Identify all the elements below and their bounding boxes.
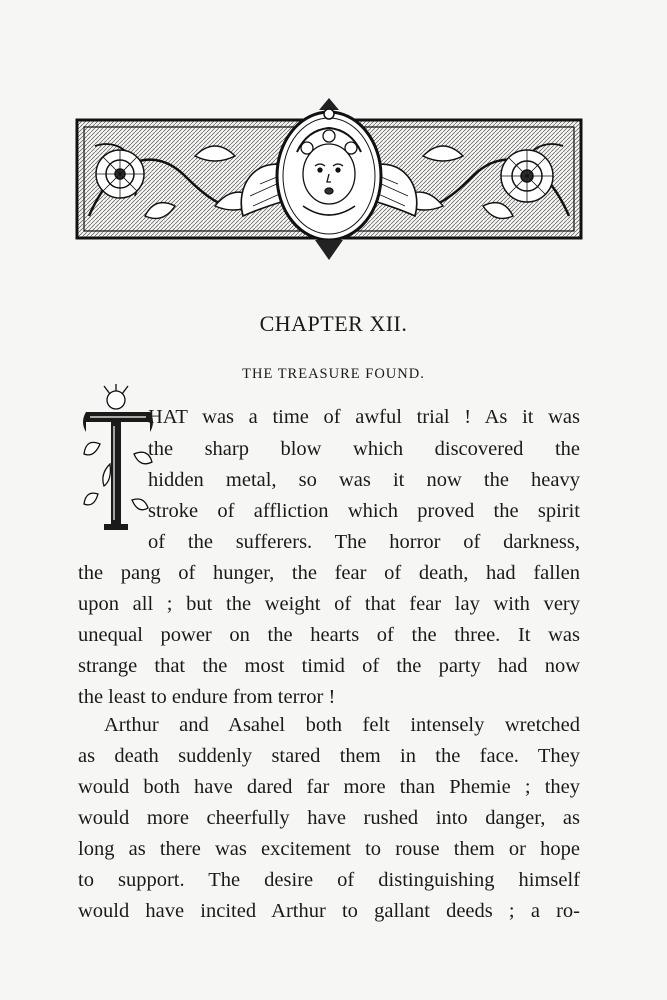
text-line: Arthur and Asahel both felt intensely wretched <box>104 714 580 736</box>
decorated-initial-t <box>80 384 158 534</box>
text-line: of the sufferers. The horror of darkness, <box>148 531 580 553</box>
text-line: unequal power on the hearts of the three. It was <box>78 624 580 646</box>
chapter-title: CHAPTER XII. <box>259 311 408 336</box>
chapter-subtitle: THE TREASURE FOUND. <box>242 366 425 382</box>
text-line: to support. The desire of distinguishing himself <box>78 869 580 891</box>
text-line: strange that the most timid of the party had now <box>78 655 580 677</box>
text-line: would more cheerfully have rushed into danger, as <box>78 807 580 829</box>
text-line: as death suddenly stared them in the face. They <box>78 745 580 767</box>
text-line: hidden metal, so was it now the heavy <box>148 469 580 491</box>
text-line: the sharp blow which discovered the <box>148 438 580 460</box>
text-line: would have incited Arthur to gallant deeds ; a ro- <box>78 900 580 922</box>
text-line: the least to endure from terror ! <box>78 686 336 708</box>
text-line: upon all ; but the weight of that fear lay with very <box>78 593 580 615</box>
text-line: long as there was excitement to rouse them or hope <box>78 838 580 860</box>
text-line: the pang of hunger, the fear of death, had fallen <box>78 562 580 584</box>
text-line: HAT was a time of awful trial ! As it was <box>148 406 580 428</box>
text-line: stroke of affliction which proved the spirit <box>148 500 580 522</box>
text-line: would both have dared far more than Phemie ; they <box>78 776 580 798</box>
cherub-headpiece-ornament <box>75 96 583 262</box>
